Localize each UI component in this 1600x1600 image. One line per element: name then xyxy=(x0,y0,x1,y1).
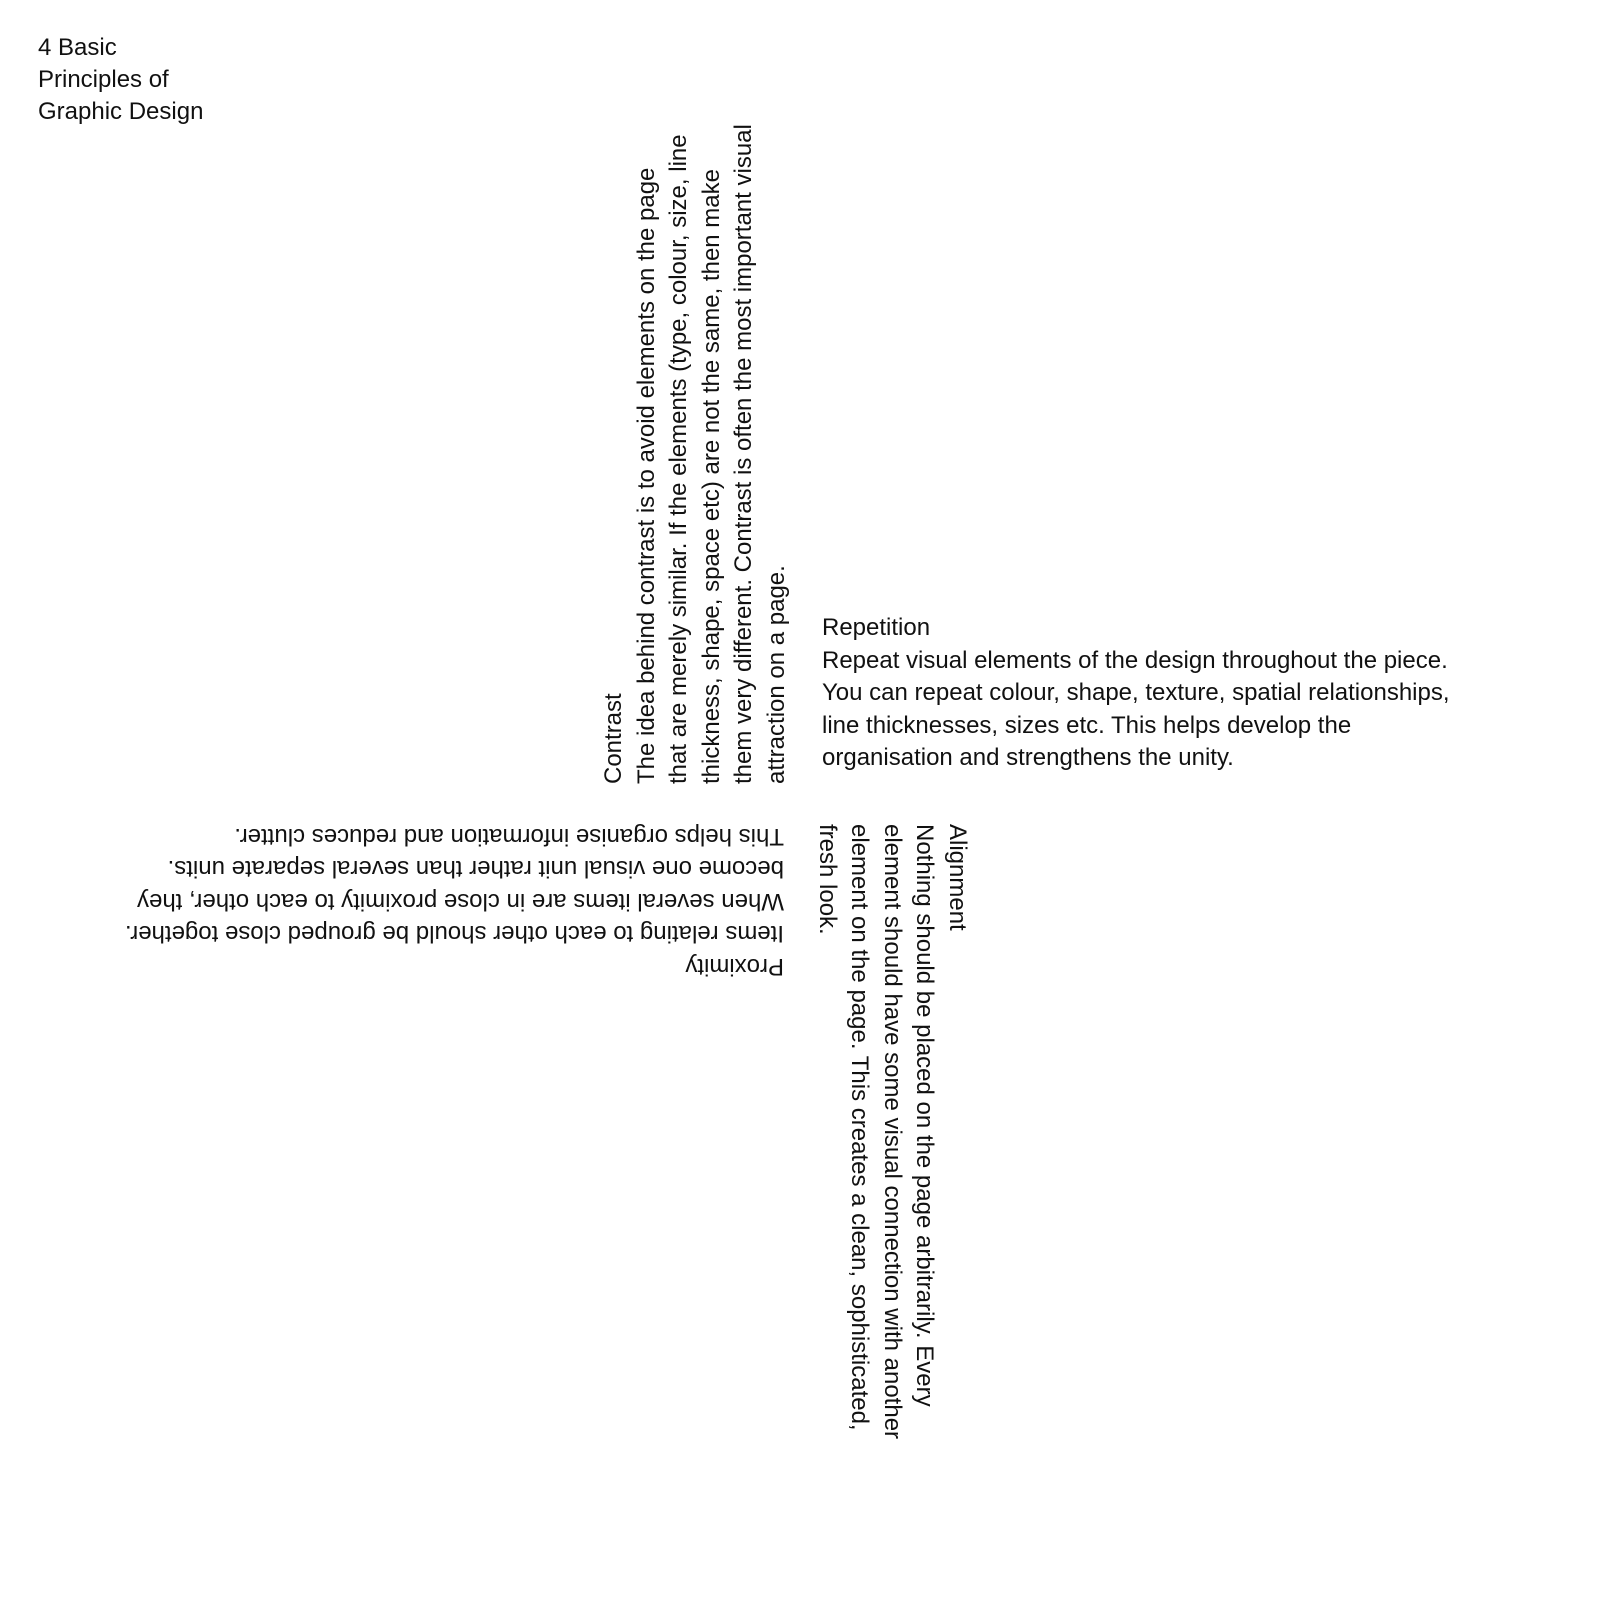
repetition-text-line: You can repeat colour, shape, texture, spatial relationships, xyxy=(822,679,1450,706)
repetition-heading: Repetition xyxy=(822,614,931,641)
title-line: Graphic Design xyxy=(38,98,204,125)
contrast-section xyxy=(598,124,793,784)
proximity-section xyxy=(125,820,784,983)
contrast-text-line: that are merely similar. If the elements (type, colour, size, line xyxy=(665,134,692,784)
alignment-heading: Alignment xyxy=(944,824,971,931)
alignment-text-line: fresh look. xyxy=(814,824,841,935)
proximity-text-line: Items relating to each other should be grouped close together. xyxy=(124,920,784,948)
proximity-text-line: When several items are in close proximity to each other, they xyxy=(137,888,784,915)
contrast-text-line: them very different. Contrast is often the most important visual xyxy=(730,124,757,784)
page-title xyxy=(38,32,203,128)
repetition-section xyxy=(822,612,1450,775)
contrast-text-line: thickness, shape, space etc) are not the same, then make xyxy=(697,169,725,784)
repetition-text-line: Repeat visual elements of the design throughout the piece. xyxy=(822,646,1448,674)
contrast-text-line: The idea behind contrast is to avoid elements on the page xyxy=(632,167,660,784)
contrast-heading: Contrast xyxy=(600,693,627,784)
contrast-text-line: attraction on a page. xyxy=(762,565,790,784)
title-line: Principles of xyxy=(38,66,169,93)
proximity-heading: Proximity xyxy=(685,953,784,980)
title-line: 4 Basic xyxy=(38,34,117,61)
repetition-text-line: organisation and strengthens the unity. xyxy=(822,744,1234,771)
alignment-section xyxy=(811,824,974,1439)
proximity-text-line: This helps organise information and reduces clutter. xyxy=(234,823,784,850)
repetition-text-line: line thicknesses, sizes etc. This helps develop the xyxy=(822,711,1352,739)
alignment-text-line: element on the page. This creates a clean, sophisticated, xyxy=(846,824,874,1431)
alignment-text-line: Nothing should be placed on the page arbitrarily. Every xyxy=(911,824,939,1407)
proximity-text-line: become one visual unit rather than several separate units. xyxy=(167,855,784,883)
alignment-text-line: element should have some visual connection with another xyxy=(879,824,906,1440)
